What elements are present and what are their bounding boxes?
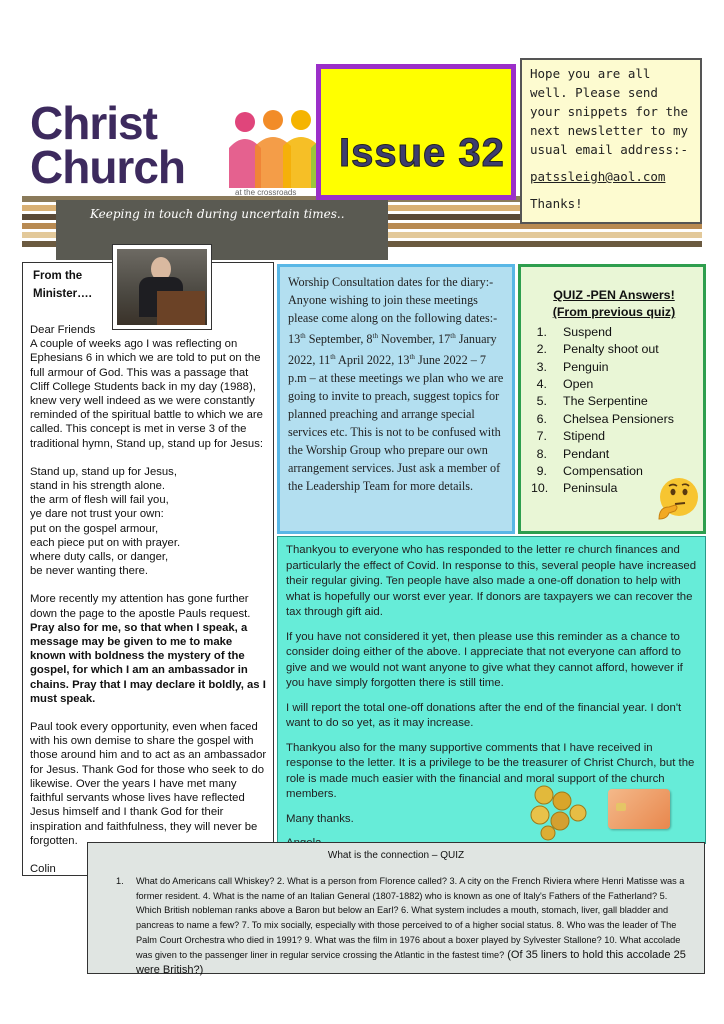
contact-note (520, 58, 702, 224)
list-item: 7. Stipend (536, 429, 606, 444)
worship-date-4: April 2022, 13 (335, 353, 410, 368)
finance-para-5: Many thanks. (286, 812, 354, 825)
connection-quiz-box (87, 842, 705, 974)
issue-number: Issue 32 (339, 131, 505, 175)
banner-text: Keeping in touch during uncertain times.. (90, 207, 345, 221)
hymn-verse: Stand up, stand up for Jesus, stand in his strength alone. the arm of flesh will fail you, ye dare not trust your own: put on the gospel armour, each piece put on with prayer. where duty calls, or danger, be never wanting there. (30, 465, 181, 578)
worship-rest: June 2022 – 7 p.m – at these meetings we plan who we are going to invite to preach, suggest topics for planned preaching and arrange special services etc. This is not to be confused with the Worship Group who prepare our own arrangement services. Just ask a member of the Leadership Team for more details. (288, 353, 504, 494)
list-item: 3. Penguin (536, 359, 609, 374)
finance-para-2: If you have not considered it yet, then please use this reminder as a chance to consider doing either of the above. I appreciate that not everyone can afford to give and we would not want anyone to give what they cannot afford, however if you have simply forgotten there is still time. (286, 630, 683, 689)
logo-word-church: Church (30, 141, 185, 193)
quiz-answer-list (533, 324, 695, 498)
minister-para-1: A couple of weeks ago I was reflecting on Ephesians 6 in which we are told to put on the full armour of God. This was a passage that Cliff College Students back in my day (1988), knew very well indeed as we were constantly reminded of the spiritual battle to which we are called. This concept is met in verse 3 of the traditional hymn, Stand up, stand up for Jesus: (30, 338, 263, 450)
logo-tagline: at the crossroads (235, 188, 297, 197)
finance-update-box (277, 536, 706, 844)
minister-para-4: Paul took every opportunity, even when faced with his own demise to share the gospel with those around him and to act as an ambassador for Jesus. Thank God for those who seek to do likewise. Over the years I have met many faithful servants whose lives have reflected Jesus himself and I thank God for their inspiration and faithfulness, they will never be forgotten. (30, 721, 267, 847)
list-item: 6. Chelsea Pensioners (536, 411, 674, 426)
questions-text: What do Americans call Whiskey? 2. What is a person from Florence called? 3. A city on the French Riviera where Henri Matisse was a former resident. 4. What is the name of an Italian General (1807-1882) who is known as one of Italy's Fathers of the Fatherland? 5. Which British nobleman ranks above a Baron but below an Earl? 6. What system includes a mouth, stomach, liver, gall bladder and pancreas to name a few? 7. To mix socially, especially with those perceived to of a higher social status. 8. Who was the leader of The Palm Court Orchestra who died in 1991? 9. What was the film in 1976 about a boxer played by Sylvester Stallone? 10. What accolade was given to the passenger liner in regular service crossing the Atlantic in the fastest time? (136, 875, 685, 960)
question-number: 1. (116, 875, 124, 886)
worship-consultation-box (277, 264, 515, 534)
date-suffix: th (372, 332, 378, 340)
list-item: 1. Suspend (536, 324, 612, 339)
minister-para-3 (30, 592, 270, 706)
note-text: Hope you are all well. Please send your snippets for the next newsletter to my usual email address:- (530, 66, 689, 157)
date-suffix: th (300, 332, 306, 340)
worship-date-3: January 2022, 11 (288, 332, 497, 368)
scripture-quote: Pray also for me, so that when I speak, a message may be given to me to make known with boldness the mystery of the gospel, for which I am an ambassador in chains. Pray that I may declare it boldly, as I must speak. (30, 621, 266, 705)
note-thanks: Thanks! (530, 196, 583, 211)
minister-signoff: Colin (30, 862, 56, 875)
coins-icon (526, 781, 596, 841)
worship-intro: Worship Consultation dates for the diary:- Anyone wishing to join these meetings please come along on the following dates:- 13 (288, 275, 498, 347)
list-item: 4. Open (536, 377, 594, 392)
minister-letter (30, 323, 270, 876)
list-item: 8. Pendant (536, 446, 610, 461)
minister-photo-image (117, 249, 207, 325)
email-link[interactable]: patssleigh@aol.com (530, 169, 666, 184)
worship-date-1: September, 8 (305, 332, 373, 347)
finance-para-4: Thankyou also for the many supportive comments that I have received in response to the letter. It is a privilege to be the treasurer of Christ Church, but the role is made much easier with the financial and moral support of the church members. (286, 741, 695, 800)
list-item: 2. Penalty shoot out (536, 342, 659, 357)
quiz-subtitle: (From previous quiz) (552, 305, 676, 320)
issue-box (316, 64, 516, 200)
date-suffix: th (409, 353, 415, 362)
quiz-answers-box (518, 264, 706, 534)
tagline-banner (56, 200, 388, 260)
date-suffix: th (330, 353, 336, 362)
list-item: 5. The Serpentine (536, 394, 648, 409)
greeting: Dear Friends (30, 324, 96, 336)
minister-photo (112, 244, 212, 330)
finance-para-1: Thankyou to everyone who has responded to the letter re church finances and particularly the effect of Covid. In response to this, several people have increased their regular giving. Ten people have also made a one-off donation to help with what is hopefully our worst ever year. If donors are taxpayers we can recover the tax through gift aid. (286, 544, 697, 618)
list-item: 10. Peninsula (531, 481, 618, 496)
logo-word-christ: Christ (30, 97, 157, 149)
worship-date-2: November, 17 (377, 332, 451, 347)
minister-heading: From the Minister…. (33, 270, 92, 300)
connection-quiz-title: What is the connection – QUIZ (327, 850, 465, 861)
list-item: 9. Compensation (536, 464, 643, 479)
church-logo (30, 97, 320, 200)
minister-para-3-intro: More recently my attention has gone further down the page to the apostle Pauls request. (30, 593, 251, 620)
bank-card-icon (608, 789, 670, 829)
questions-tail: (Of 35 liners to hold this accolade 25 were British?) (136, 948, 686, 976)
quiz-title: QUIZ -PEN Answers! (553, 288, 675, 302)
date-suffix: th (450, 332, 456, 340)
finance-para-3: I will report the total one-off donations after the end of the financial year. I don't want to do so yet, as it may increase. (286, 701, 682, 729)
thinking-face-icon (653, 475, 701, 523)
connection-quiz-questions (100, 874, 692, 978)
